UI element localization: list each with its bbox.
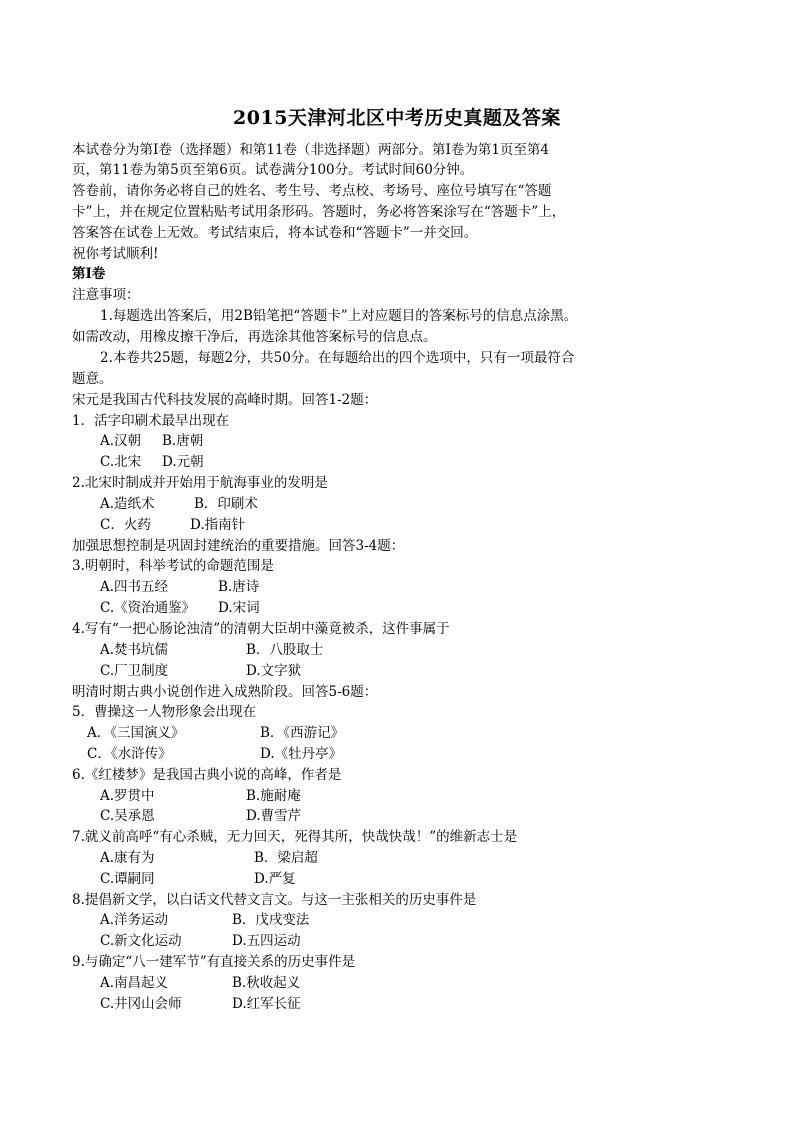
option-a: A.康有为 [100,850,155,866]
section-heading: 第Ⅰ卷 [72,266,106,282]
intro-line: 页，第11卷为第5页至第6页。试卷满分100分。考试时间60分钟。 [72,162,474,178]
option-a: A.南昌起义 [100,975,169,991]
option-d: D.文字狱 [246,663,302,679]
group-intro: 宋元是我国古代科技发展的高峰时期。回答1-2题： [72,392,378,408]
option-b: B．梁启超 [254,850,318,866]
page-title: 2015天津河北区中考历史真题及答案 [233,107,561,129]
option-a: A.汉朝 [100,433,142,449]
question-stem: 8.提倡新文学，以白话文代替文言文。与这一主张相关的历史事件是 [72,892,477,908]
option-c: C.新文化运动 [100,933,182,949]
group-intro: 明清时期古典小说创作进入成熟阶段。回答5-6题： [72,684,378,700]
intro-line: 本试卷分为第Ⅰ卷（选择题）和第11卷（非选择题）两部分。第Ⅰ卷为第1页至第4 [72,142,550,158]
option-b: B．八股取士 [246,642,324,658]
option-d: D.《牡丹亭》 [260,746,343,762]
option-c: C.井冈山会师 [100,996,182,1012]
group-intro: 加强思想控制是巩固封建统治的重要措施。回答3-4题： [72,538,405,554]
option-d: D.五四运动 [232,933,301,949]
option-d: D.曹雪芹 [246,808,302,824]
intro-line: 卡”上，并在规定位置粘贴考试用条形码。答题时，务必将答案涂写在“答题卡”上， [72,204,566,220]
intro-line: 祝你考试顺利! [72,246,159,262]
question-stem: 4.写有“一把心肠论浊清”的清朝大臣胡中藻竟被杀，这件事属于 [72,621,450,637]
intro-line: 答卷前，请你务必将自己的姓名、考生号、考点校、考场号、座位号填写在“答题 [72,183,552,199]
notes-heading: 注意事项： [72,287,140,303]
note-line: 如需改动，用橡皮擦干净后，再选涂其他答案标号的信息点。 [72,329,437,345]
option-c: C.厂卫制度 [100,663,169,679]
option-a: A.四书五经 [100,579,169,595]
option-b: B．《西游记》 [260,725,345,741]
question-stem: 3.明朝时，科举考试的命题范围是 [72,558,274,574]
option-d: D.红军长征 [232,996,301,1012]
option-a: A.罗贯中 [100,788,155,804]
option-a: A.造纸术 [100,496,155,512]
question-stem: 6.《红楼梦》是我国古典小说的高峰，作者是 [72,767,342,783]
option-b: B．戊戌变法 [232,912,310,928]
note-line: 题意。 [72,371,113,387]
option-d: D.指南针 [190,517,246,533]
option-a: A．《三国演义》 [87,725,185,741]
option-b: B.施耐庵 [246,788,301,804]
intro-line: 答案答在试卷上无效。考试结束后，将本试卷和“答题卡”一并交回。 [72,225,478,241]
option-d: D.严复 [254,871,296,887]
question-stem: 1．活字印刷术最早出现在 [72,413,230,429]
question-stem: 2.北宋时制成并开始用于航海事业的发明是 [72,475,328,491]
option-a: A.洋务运动 [100,912,169,928]
option-b: B.秋收起义 [232,975,301,991]
option-d: D.宋词 [218,600,260,616]
option-c: C.吴承恩 [100,808,155,824]
option-c: C.谭嗣同 [100,871,155,887]
note-line: 2.本卷共25题，每题2分，共50分。在每题给出的四个选项中，只有一项最符合 [100,350,575,366]
option-b: B.唐诗 [218,579,260,595]
question-stem: 5．曹操这一人物形象会出现在 [72,704,257,720]
option-c: C．《水浒传》 [87,746,172,762]
option-c: C．火药 [100,517,151,533]
option-c: C.《资治通鉴》 [100,600,196,616]
note-line: 1.每题选出答案后，用2B铅笔把“答题卡”上对应题目的答案标号的信息点涂黑。 [100,308,578,324]
question-stem: 7.就义前高呼“有心杀贼，无力回天，死得其所，快哉快哉！”的维新志士是 [72,829,518,845]
option-a: A.焚书坑儒 [100,642,169,658]
option-c: C.北宋 [100,454,142,470]
option-b: B.唐朝 [162,433,204,449]
option-b: B．印刷术 [194,496,258,512]
question-stem: 9.与确定“八一建军节”有直接关系的历史事件是 [72,954,356,970]
option-d: D.元朝 [162,454,204,470]
